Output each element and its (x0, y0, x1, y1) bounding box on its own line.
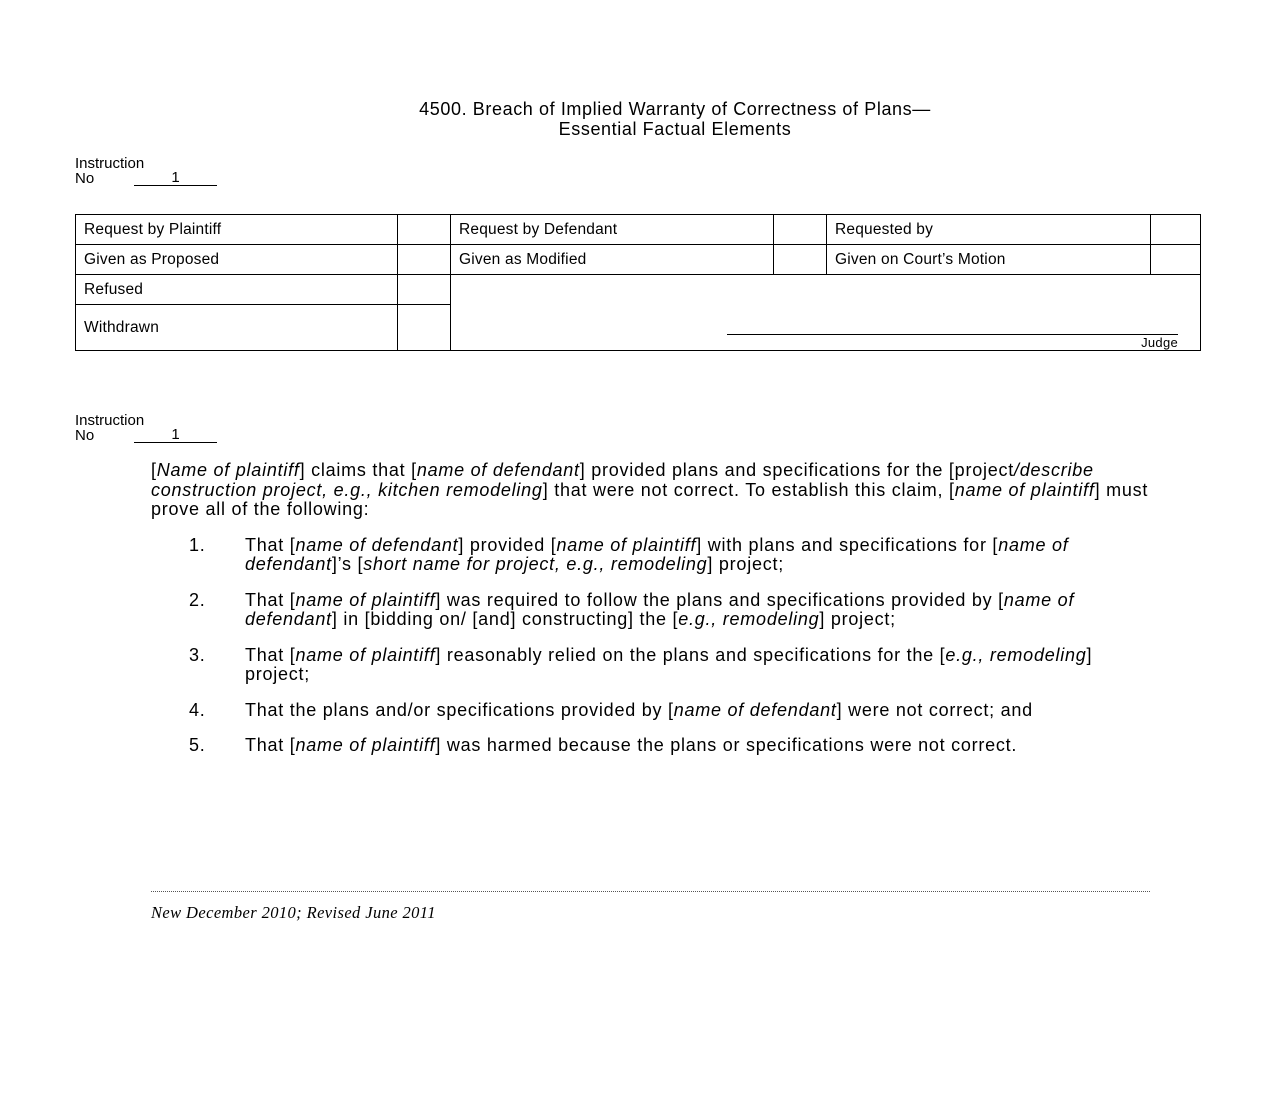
text-span: ] project; (819, 609, 896, 629)
placeholder-text: Name of plaintiff (156, 460, 300, 480)
instruction-no-label-top: No (75, 170, 95, 187)
list-number: 3. (189, 644, 206, 665)
given-as-modified-label: Given as Modified (451, 245, 774, 275)
text-span: ] must prove all of the following: (151, 479, 1149, 519)
text-span: That [ (245, 589, 296, 610)
placeholder-text: name of plaintiff (295, 589, 436, 610)
text-span: That [ (245, 735, 296, 755)
text-span: ] provided [ (458, 534, 557, 555)
given-on-courts-motion-label: Given on Court’s Motion (827, 245, 1151, 275)
text-span: ] was harmed because the plans or specifications were not correct. (435, 735, 1018, 755)
placeholder-text: e.g., remodeling (678, 609, 820, 629)
given-as-proposed-label: Given as Proposed (76, 245, 398, 275)
placeholder-text: name of plaintiff (295, 735, 436, 755)
instruction-body (151, 461, 1151, 772)
text-span: That the plans and/or specifications provided by [ (245, 699, 674, 720)
text-span: ] in [bidding on/ [and] constructing] the [ (331, 609, 679, 629)
placeholder-text: e.g., remodeling (945, 644, 1087, 665)
placeholder-text: short name for project, e.g., remodeling (363, 554, 708, 574)
text-span: That [ (245, 534, 296, 555)
given-as-proposed-box[interactable] (398, 245, 451, 275)
revision-history: New December 2010; Revised June 2011 (151, 903, 436, 922)
requested-by-box[interactable] (1151, 215, 1201, 245)
list-item (151, 536, 1151, 575)
footer-divider (151, 891, 1150, 892)
text-span: ] were not correct; and (836, 699, 1033, 720)
given-as-modified-box[interactable] (774, 245, 827, 275)
request-by-defendant-label: Request by Defendant (451, 215, 774, 245)
placeholder-text: name of defendant (245, 534, 1069, 574)
text-span: ] with plans and specifications for [ (696, 534, 999, 555)
intro-paragraph (151, 461, 1151, 520)
text-span: ]’s [ (331, 554, 364, 574)
judge-signature-area[interactable] (451, 275, 1201, 351)
placeholder-text: name of plaintiff (556, 534, 697, 555)
list-number: 1. (189, 534, 206, 555)
elements-list (151, 536, 1151, 756)
request-by-plaintiff-box[interactable] (398, 215, 451, 245)
text-span: ] provided plans and specifications for the [project (579, 460, 1014, 480)
placeholder-text: name of defendant (416, 460, 580, 480)
instruction-no-label-bottom: No (75, 427, 95, 444)
text-span: That [ (245, 644, 296, 665)
page-title-line-2: Essential Factual Elements (558, 119, 792, 139)
text-span: ] that were not correct. To establish this claim, [ (542, 479, 955, 500)
text-span: ] project; (707, 554, 784, 574)
text-span: ] reasonably relied on the plans and specifications for the [ (435, 644, 946, 665)
list-item (151, 591, 1151, 630)
list-item (151, 701, 1151, 721)
instruction-number-bottom: 1 (134, 428, 217, 443)
placeholder-text: name of defendant (673, 699, 837, 720)
text-span: ] claims that [ (299, 460, 417, 480)
table-row (76, 275, 1201, 305)
list-number: 4. (189, 699, 206, 720)
placeholder-text: name of plaintiff (954, 479, 1095, 500)
withdrawn-box[interactable] (398, 305, 451, 351)
request-by-defendant-box[interactable] (774, 215, 827, 245)
text-span: [ (151, 460, 157, 480)
placeholder-text: name of plaintiff (295, 644, 436, 665)
text-span: ] was required to follow the plans and specifications provided by [ (435, 589, 1004, 610)
instruction-label-bottom: Instruction (75, 412, 145, 429)
list-number: 2. (189, 589, 206, 610)
given-on-courts-motion-box[interactable] (1151, 245, 1201, 275)
judge-label: Judge (1141, 335, 1178, 350)
list-item (151, 736, 1151, 756)
requested-by-label: Requested by (827, 215, 1151, 245)
refused-label: Refused (76, 275, 398, 305)
table-row (76, 215, 1201, 245)
page-title-line-1: 4500. Breach of Implied Warranty of Correctness of Plans— (419, 99, 931, 119)
list-number: 5. (189, 735, 206, 755)
instruction-number-top: 1 (134, 171, 217, 186)
placeholder-text: /describe construction project, e.g., kitchen remodeling (151, 460, 1094, 500)
placeholder-text: name of defendant (295, 534, 459, 555)
table-row (76, 245, 1201, 275)
withdrawn-label: Withdrawn (76, 305, 398, 351)
placeholder-text: name of defendant (245, 589, 1075, 629)
refused-box[interactable] (398, 275, 451, 305)
instruction-label-top: Instruction (75, 155, 145, 172)
text-span: ] project; (245, 644, 1093, 684)
request-status-table (75, 214, 1201, 351)
request-by-plaintiff-label: Request by Plaintiff (76, 215, 398, 245)
judge-signature-line (727, 334, 1178, 335)
list-item (151, 646, 1151, 685)
